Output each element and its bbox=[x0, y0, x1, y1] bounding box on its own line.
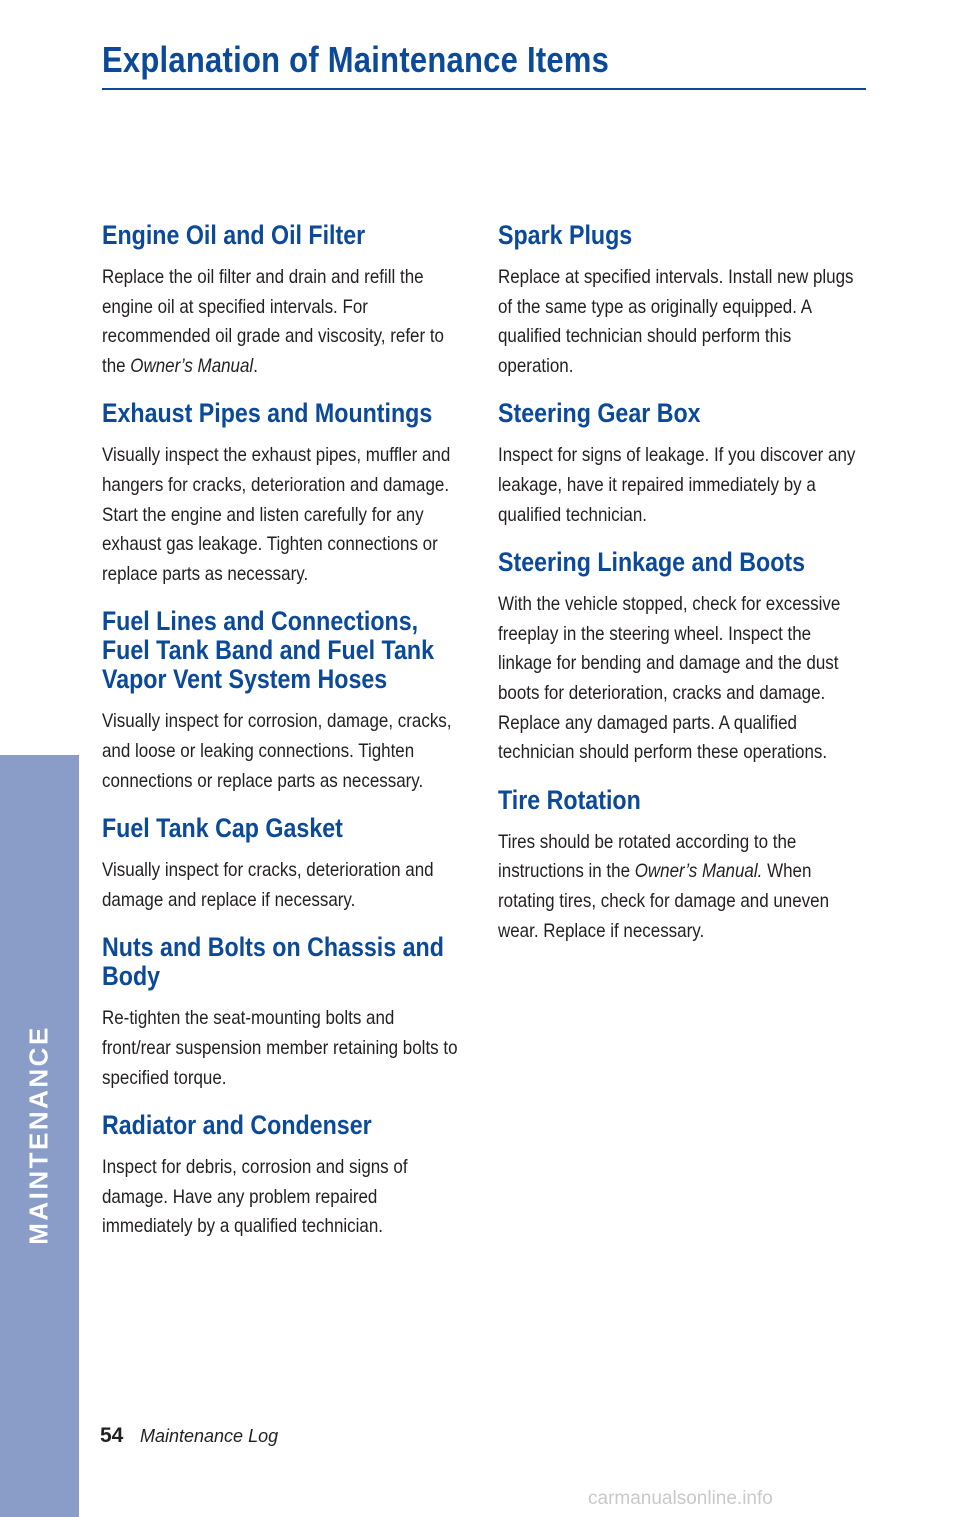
page-title: Explanation of Maintenance Items bbox=[102, 39, 610, 80]
watermark: carmanualsonline.info bbox=[588, 1488, 773, 1509]
section-heading: Nuts and Bolts on Chassis and Body bbox=[102, 932, 444, 992]
section-heading: Tire Rotation bbox=[498, 784, 641, 815]
right-column bbox=[498, 221, 868, 964]
section-heading: Radiator and Condenser bbox=[102, 1110, 372, 1141]
section-nuts-and-bolts bbox=[102, 933, 472, 1093]
section-body: With the vehicle stopped, check for excessive freeplay in the steering wheel. Inspect the linkage for bending and damage and the dust boots for deterioration, cracks and damage. Replace any damaged parts. A qualified technician should perform these operations. bbox=[498, 593, 841, 764]
section-fuel-tank-cap bbox=[102, 814, 472, 915]
section-fuel-lines bbox=[102, 607, 472, 796]
section-heading: Spark Plugs bbox=[498, 220, 633, 250]
section-steering-gear-box bbox=[498, 399, 868, 530]
section-heading: Steering Linkage and Boots bbox=[498, 547, 806, 578]
section-heading: Exhaust Pipes and Mountings bbox=[102, 398, 433, 429]
section-body: Tires should be rotated according to the instructions in the Owner’s Manual. When rotating tires, check for damage and uneven wear. Replace if necessary. bbox=[498, 830, 830, 942]
section-steering-linkage bbox=[498, 548, 868, 768]
section-heading: Steering Gear Box bbox=[498, 398, 701, 429]
section-engine-oil bbox=[102, 221, 472, 381]
section-body: Visually inspect the exhaust pipes, muffler and hangers for cracks, deterioration and damage. Start the engine and listen carefully for any exhaust gas leakage. Tighten connections or replace parts as necessary. bbox=[102, 444, 451, 585]
footer-label: Maintenance Log bbox=[140, 1426, 279, 1446]
section-exhaust-pipes bbox=[102, 399, 472, 589]
section-tire-rotation bbox=[498, 786, 868, 946]
left-column bbox=[102, 221, 472, 1260]
section-body: Visually inspect for cracks, deterioration and damage and replace if necessary. bbox=[102, 859, 434, 911]
section-heading: Fuel Lines and Connections, Fuel Tank Band and Fuel Tank Vapor Vent System Hoses bbox=[102, 606, 435, 695]
section-heading: Fuel Tank Cap Gasket bbox=[102, 813, 343, 844]
section-body: Re-tighten the seat-mounting bolts and front/rear suspension member retaining bolts to specified torque. bbox=[102, 1007, 458, 1089]
side-tab-label: MAINTENANCE bbox=[23, 1025, 54, 1245]
section-body: Inspect for signs of leakage. If you discover any leakage, have it repaired immediately by a qualified technician. bbox=[498, 444, 856, 526]
section-body: Inspect for debris, corrosion and signs of damage. Have any problem repaired immediately by a qualified technician. bbox=[102, 1156, 408, 1238]
section-heading: Engine Oil and Oil Filter bbox=[102, 220, 366, 250]
section-spark-plugs bbox=[498, 221, 868, 381]
section-radiator bbox=[102, 1111, 472, 1242]
section-body: Replace at specified intervals. Install new plugs of the same type as originally equipped. A qualified technician should perform this operation. bbox=[498, 266, 854, 377]
footer-page-number: 54 bbox=[100, 1424, 124, 1447]
section-body: Replace the oil filter and drain and refill the engine oil at specified intervals. For recommended oil grade and viscosity, refer to the Owner’s Manual. bbox=[102, 266, 444, 377]
title-rule bbox=[102, 88, 866, 90]
section-body: Visually inspect for corrosion, damage, cracks, and loose or leaking connections. Tighten connections or replace parts as necessary. bbox=[102, 710, 452, 792]
